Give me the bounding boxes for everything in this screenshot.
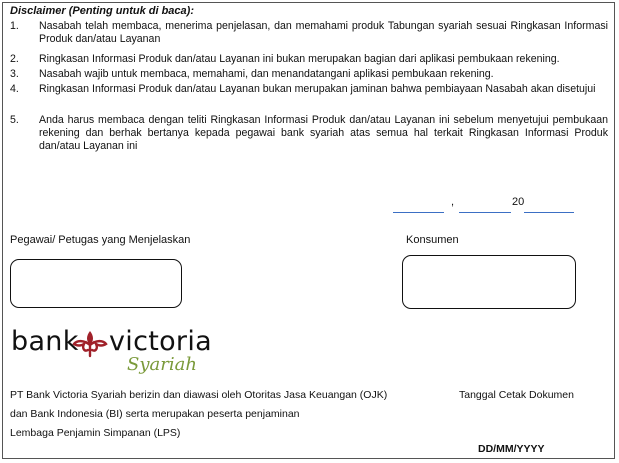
- disclaimer-item-1: [10, 20, 608, 46]
- logo-word-bank: bank: [11, 326, 79, 357]
- item-text: Nasabah wajib untuk membaca, memahami, dan menandatangani aplikasi pembukaan rekening.: [39, 68, 494, 80]
- disclaimer-item-2: [10, 53, 608, 66]
- customer-signature-box[interactable]: [402, 255, 576, 309]
- fleur-emblem-icon: [72, 328, 108, 358]
- date-year-prefix: 20: [512, 196, 525, 208]
- item-text: Nasabah telah membaca, menerima penjelasan, dan memahami produk Tabungan syariah sesuai Ringkasan Informasi Produk dan/atau Layanan: [39, 20, 608, 45]
- item-number: 2.: [10, 53, 19, 65]
- date-city-blank[interactable]: [393, 212, 444, 213]
- item-number: 4.: [10, 83, 19, 95]
- customer-label: Konsumen: [406, 234, 459, 246]
- item-text: Ringkasan Informasi Produk dan/atau Layanan ini bukan merupakan bagian dari aplikasi pembukaan rekening.: [39, 53, 560, 65]
- logo-word-syariah: Syariah: [127, 354, 197, 375]
- item-number: 1.: [10, 20, 19, 32]
- footer-line-3: Lembaga Penjamin Simpanan (LPS): [10, 427, 181, 439]
- logo-word-victoria: victoria: [109, 326, 212, 357]
- officer-signature-box[interactable]: [10, 259, 182, 308]
- item-text: Anda harus membaca dengan teliti Ringkasan Informasi Produk dan/atau Layanan ini sebelum menyetujui pembukaan rekening dan berhak bertanya kepada pegawai bank syariah atas semua hal terkait Ringkasan Informasi Produk dan/atau Layanan ini: [39, 114, 608, 152]
- date-day-month-blank[interactable]: [459, 212, 511, 213]
- disclaimer-item-4: [10, 83, 608, 96]
- footer-line-1: PT Bank Victoria Syariah berizin dan diawasi oleh Otoritas Jasa Keuangan (OJK): [10, 389, 388, 401]
- disclaimer-title: Disclaimer (Penting untuk di baca):: [10, 5, 194, 17]
- disclaimer-item-3: [10, 68, 608, 81]
- print-date-format: DD/MM/YYYY: [478, 443, 545, 455]
- print-date-label: Tanggal Cetak Dokumen: [459, 389, 574, 401]
- item-number: 5.: [10, 114, 19, 126]
- officer-label: Pegawai/ Petugas yang Menjelaskan: [10, 234, 191, 246]
- date-year-blank[interactable]: [524, 212, 574, 213]
- footer-line-2: dan Bank Indonesia (BI) serta merupakan peserta penjaminan: [10, 408, 300, 420]
- disclaimer-item-5: [10, 114, 608, 153]
- item-text: Ringkasan Informasi Produk dan/atau Layanan bukan merupakan jaminan bahwa pembiayaan Nasabah akan disetujui: [39, 83, 596, 95]
- bank-victoria-logo: [9, 326, 212, 376]
- item-number: 3.: [10, 68, 19, 80]
- date-comma: ,: [451, 196, 455, 208]
